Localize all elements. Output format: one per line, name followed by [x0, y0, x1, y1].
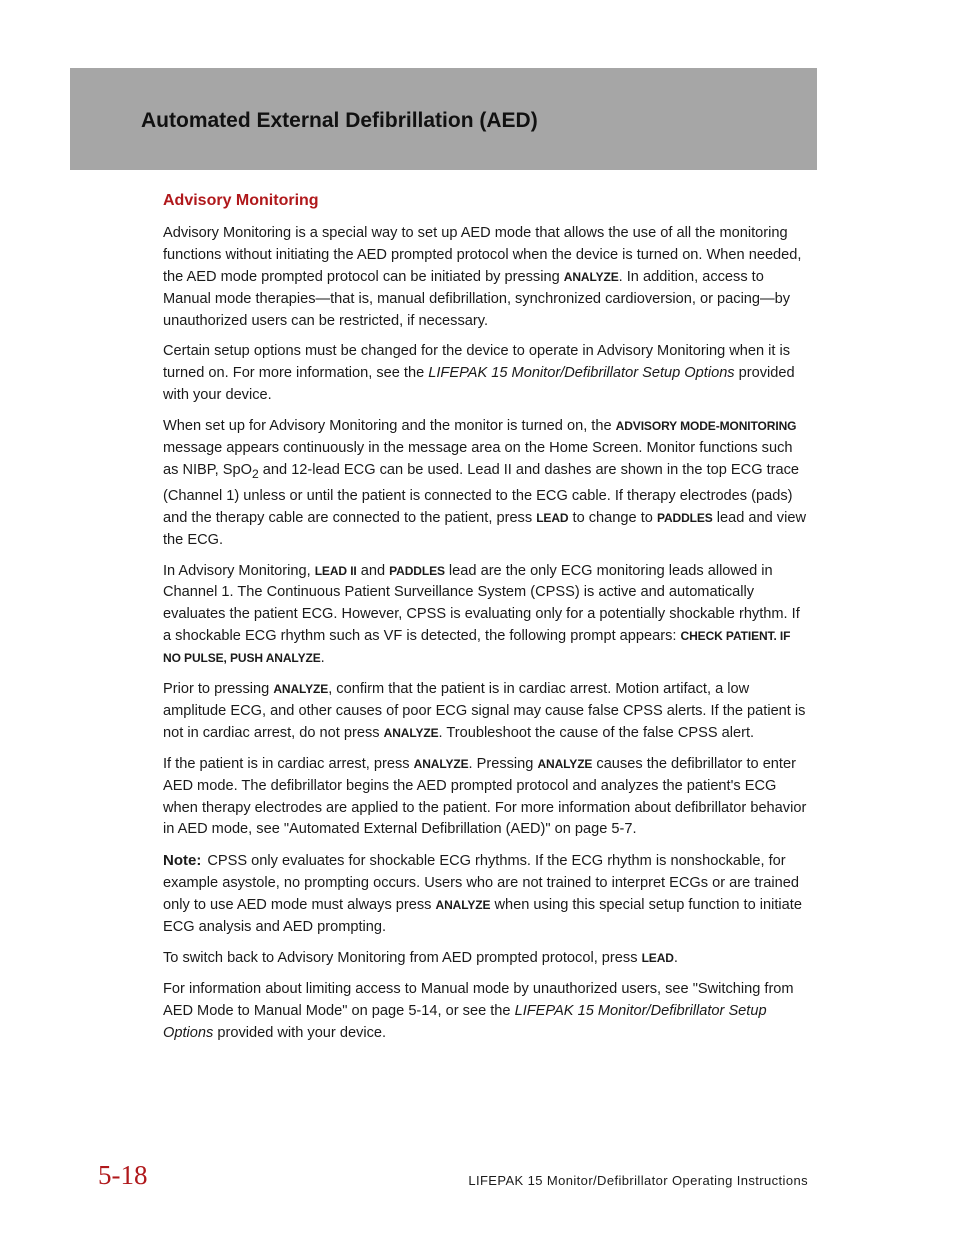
paragraph-2: [163, 341, 811, 407]
text-run: . In addition, access to Manual mode therapies—that is, manual defibrillation, synchronized cardioversion, or pacing—by unauthorized users can be restricted, if necessary.: [163, 268, 791, 329]
paragraph-1: [163, 223, 811, 333]
text-run: , confirm that the patient is in cardiac arrest. Motion artifact, a low amplitude ECG, and other causes of poor ECG signal may cause false CPSS alerts. If the patient is not in cardiac arrest, do not press: [163, 681, 806, 741]
text-run: and 12-lead ECG can be used. Lead II and dashes are shown in the top ECG trace (Channel 1) unless or until the patient is connected to the ECG cable. If therapy electrodes (pads) and the therapy cable are connected to the patient, press: [163, 461, 800, 526]
page-title: Automated External Defibrillation (AED): [141, 109, 538, 132]
paragraph-8: [163, 979, 811, 1045]
key-label-lead: LEAD: [536, 510, 569, 525]
text-run: when using this special setup function to initiate ECG analysis and AED prompting.: [163, 897, 802, 936]
prompt-label: CHECK PATIENT. IF NO PULSE, PUSH ANALYZE: [163, 629, 791, 666]
paragraph-5: [163, 679, 811, 745]
header-band: [70, 68, 817, 170]
doc-reference: LIFEPAK 15 Monitor/Defibrillator Setup Options: [163, 1002, 767, 1041]
text-run: When set up for Advisory Monitoring and the monitor is turned on, the: [163, 418, 616, 435]
note: [163, 850, 811, 939]
text-run: provided with your device.: [213, 1024, 387, 1041]
text-run: causes the defibrillator to enter AED mode. The defibrillator begins the AED prompted protocol and analyzes the patient's ECG when therapy electrodes are applied to the patient. For more information about defibrillator behavior in AED mode, see "Automated External Defibrillation (AED)" on page 5-7.: [163, 755, 807, 838]
section-heading: Advisory Monitoring: [163, 192, 319, 209]
main-content: [163, 190, 811, 1054]
subscript: 2: [251, 466, 259, 481]
text-run: Prior to pressing: [163, 681, 274, 698]
text-run: .: [320, 650, 325, 667]
paragraph-6: [163, 754, 811, 842]
text-run: and: [356, 562, 390, 579]
text-run: If the patient is in cardiac arrest, press: [163, 755, 414, 772]
message-label: ADVISORY MODE-MONITORING: [615, 419, 797, 434]
text-run: .: [673, 950, 678, 966]
text-run: . Pressing: [468, 755, 538, 772]
text-run: provided with your device.: [163, 365, 795, 404]
paragraph-3: [163, 416, 811, 551]
footer-doc-title: LIFEPAK 15 Monitor/Defibrillator Operating Instructions: [468, 1173, 808, 1188]
page-number: 5-18: [98, 1160, 148, 1190]
text-run: To switch back to Advisory Monitoring from AED prompted protocol, press: [163, 950, 642, 966]
note-label: Note:: [163, 852, 202, 870]
key-label-analyze: ANALYZE: [537, 756, 593, 771]
paragraph-7: [163, 948, 811, 970]
key-label-lead-ii: LEAD II: [314, 563, 357, 578]
text-run: lead and view the ECG.: [163, 509, 806, 548]
key-label-analyze: ANALYZE: [563, 269, 619, 284]
text-run: CPSS only evaluates for shockable ECG rhythms. If the ECG rhythm is nonshockable, for example asystole, no prompting occurs. Users who are not trained to interpret ECGs or are trained only to use AED mode must always press: [163, 853, 799, 914]
text-run: lead are the only ECG monitoring leads allowed in Channel 1. The Continuous Patient Surveillance System (CPSS) is active and automatically evaluates the patient ECG. However, CPSS is evaluating only for a potentially shockable rhythm. If a shockable ECG rhythm such as VF is detected, the following prompt appears:: [163, 562, 800, 645]
key-label-analyze: ANALYZE: [435, 898, 491, 913]
text-run: . Troubleshoot the cause of the false CPSS alert.: [438, 724, 755, 741]
doc-reference: LIFEPAK 15 Monitor/Defibrillator Setup Options: [428, 365, 735, 382]
text-run: Advisory Monitoring is a special way to set up AED mode that allows the use of all the monitoring functions without initiating the AED prompted protocol when the device is turned on. When needed, the AED mode prompted protocol can be initiated by pressing: [163, 224, 802, 285]
key-label-paddles: PADDLES: [389, 563, 445, 578]
text-run: For information about limiting access to Manual mode by unauthorized users, see "Switching from AED Mode to Manual Mode" on page 5-14, or see the: [163, 980, 794, 1019]
text-run: In Advisory Monitoring,: [163, 562, 315, 579]
key-label-analyze: ANALYZE: [413, 756, 469, 771]
key-label-analyze: ANALYZE: [383, 725, 439, 740]
key-label-analyze: ANALYZE: [273, 682, 329, 697]
text-run: message appears continuously in the message area on the Home Screen. Monitor functions such as NIBP, SpO: [163, 440, 793, 478]
text-run: Certain setup options must be changed for the device to operate in Advisory Monitoring when it is turned on. For more information, see the: [163, 343, 791, 382]
paragraph-4: [163, 561, 811, 671]
key-label-lead: LEAD: [641, 951, 674, 965]
text-run: to change to: [568, 509, 657, 526]
key-label-paddles: PADDLES: [656, 510, 713, 525]
